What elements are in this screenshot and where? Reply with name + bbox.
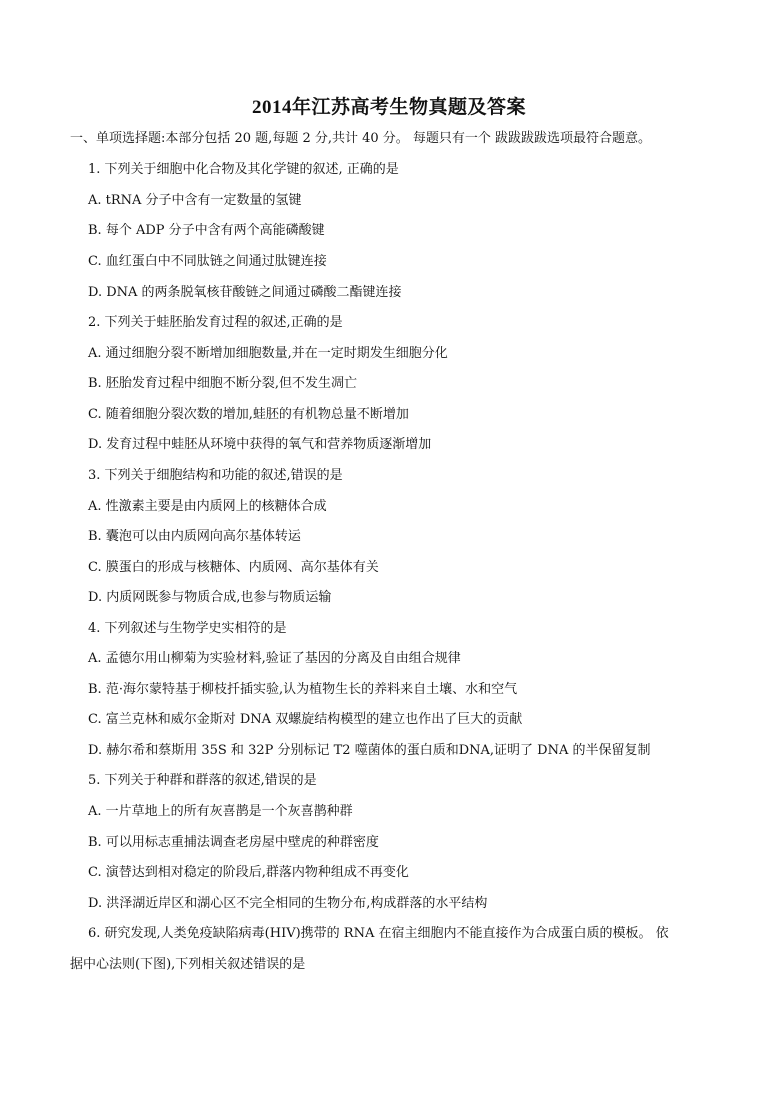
question-stem: 6. 研究发现,人类免疫缺陷病毒(HIV)携带的 RNA 在宿主细胞内不能直接作为合成蛋白质的模板。 依 [88, 926, 669, 941]
option-a: A. 性激素主要是由内质网上的核糖体合成 [88, 499, 327, 514]
option-a: A. 孟德尔用山柳菊为实验材料,验证了基因的分离及自由组合规律 [88, 651, 461, 666]
option-b: B. 范·海尔蒙特基于柳枝扦插实验,认为植物生长的养料来自土壤、水和空气 [88, 682, 518, 697]
option-a: A. tRNA 分子中含有一定数量的氢键 [88, 193, 302, 208]
option-c: C. 血红蛋白中不同肽链之间通过肽键连接 [88, 254, 327, 269]
option-b: B. 胚胎发育过程中细胞不断分裂,但不发生凋亡 [88, 376, 357, 391]
question-stem: 5. 下列关于种群和群落的叙述,错误的是 [88, 773, 317, 788]
section-header: 一、单项选择题:本部分包括 20 题,每题 2 分,共计 40 分。 每题只有一个 跋跋跋跋选项最符合题意。 [70, 131, 652, 146]
option-a: A. 通过细胞分裂不断增加细胞数量,并在一定时期发生细胞分化 [88, 346, 448, 361]
option-d: D. 赫尔希和蔡斯用 35S 和 32P 分别标记 T2 噬菌体的蛋白质和DNA,证明了 DNA 的半保留复制 [88, 743, 651, 758]
option-d: D. 内质网既参与物质合成,也参与物质运输 [88, 590, 332, 605]
option-d: D. 发育过程中蛙胚从环境中获得的氧气和营养物质逐渐增加 [88, 437, 432, 452]
option-b: B. 可以用标志重捕法调查老房屋中壁虎的种群密度 [88, 835, 379, 850]
question-stem: 1. 下列关于细胞中化合物及其化学键的叙述, 正确的是 [88, 162, 399, 177]
option-c: C. 富兰克林和威尔金斯对 DNA 双螺旋结构模型的建立也作出了巨大的贡献 [88, 712, 523, 727]
option-a: A. 一片草地上的所有灰喜鹊是一个灰喜鹊种群 [88, 804, 353, 819]
question-stem: 3. 下列关于细胞结构和功能的叙述,错误的是 [88, 468, 343, 483]
option-c: C. 演替达到相对稳定的阶段后,群落内物种组成不再变化 [88, 865, 409, 880]
option-d: D. DNA 的两条脱氧核苷酸链之间通过磷酸二酯键连接 [88, 285, 402, 300]
question-stem: 4. 下列叙述与生物学史实相符的是 [88, 621, 287, 636]
question-stem: 2. 下列关于蛙胚胎发育过程的叙述,正确的是 [88, 315, 343, 330]
question-stem-continued: 据中心法则(下图),下列相关叙述错误的是 [70, 957, 306, 972]
option-c: C. 膜蛋白的形成与核糖体、内质网、高尔基体有关 [88, 560, 379, 575]
option-b: B. 囊泡可以由内质网向高尔基体转运 [88, 529, 301, 544]
document-title: 2014年江苏高考生物真题及答案 [251, 97, 526, 118]
option-c: C. 随着细胞分裂次数的增加,蛙胚的有机物总量不断增加 [88, 407, 409, 422]
option-b: B. 每个 ADP 分子中含有两个高能磷酸键 [88, 223, 325, 238]
option-d: D. 洪泽湖近岸区和湖心区不完全相同的生物分布,构成群落的水平结构 [88, 896, 488, 911]
